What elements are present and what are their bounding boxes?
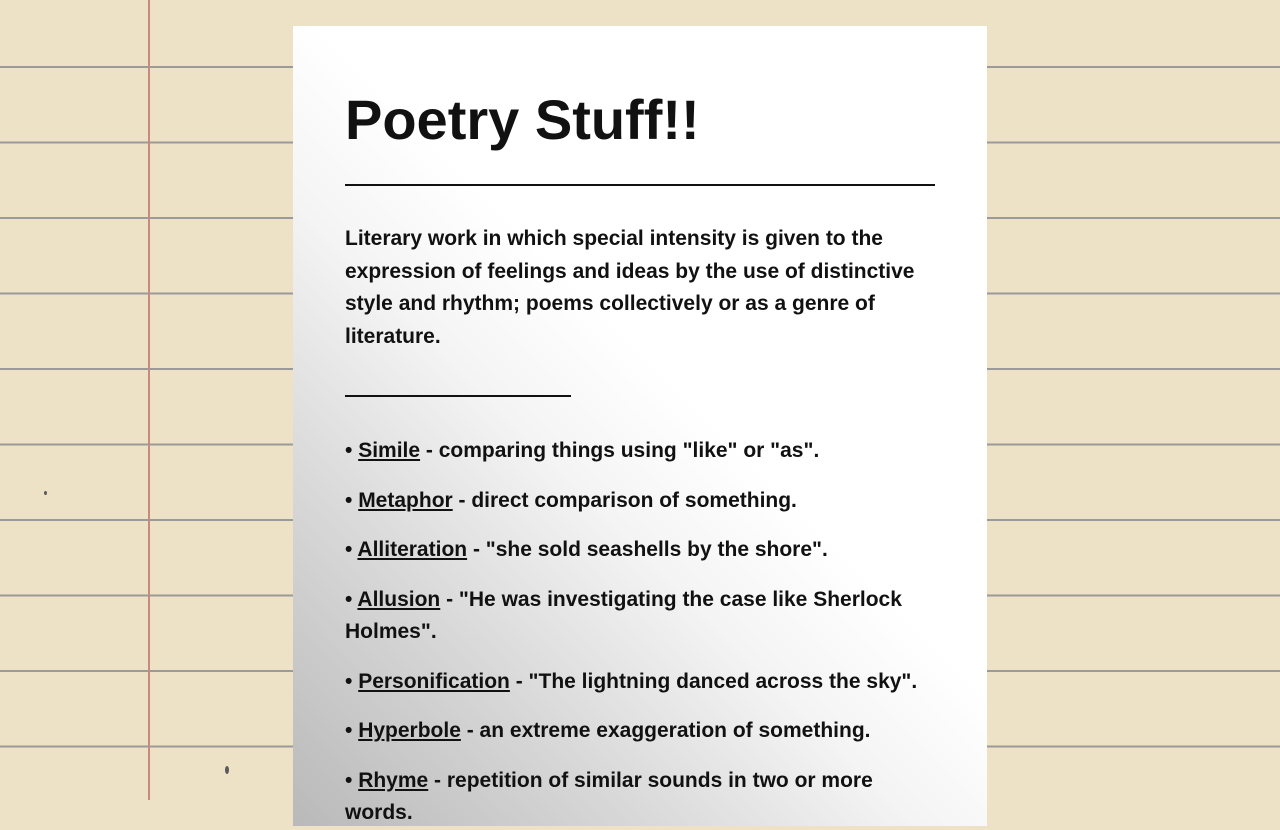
term-description: - comparing things using "like" or "as". <box>420 439 820 462</box>
list-item <box>345 715 935 748</box>
list-item <box>345 584 935 649</box>
bullet: • <box>345 538 358 561</box>
term-link-alliteration[interactable]: Alliteration <box>357 538 468 561</box>
page-title: Poetry Stuff!! <box>345 88 700 151</box>
section-divider <box>345 395 571 397</box>
paper-speck <box>44 491 47 495</box>
terms-list <box>345 435 935 830</box>
term-description: - direct comparison of something. <box>452 488 797 512</box>
term-link-personification[interactable]: Personification <box>358 669 510 693</box>
list-item <box>345 485 935 518</box>
list-item <box>345 435 935 468</box>
list-item <box>345 666 935 699</box>
list-item <box>345 765 935 830</box>
term-description: - "He was investigating the case like Sherlock Holmes". <box>345 587 902 643</box>
bullet: • <box>345 587 358 611</box>
term-link-allusion[interactable]: Allusion <box>357 587 441 611</box>
term-description: - an extreme exaggeration of something. <box>460 719 871 742</box>
bullet: • <box>345 719 359 742</box>
term-link-simile[interactable]: Simile <box>358 439 421 462</box>
intro-paragraph: Literary work in which special intensity is given to the expression of feelings and ideas by the use of distinctive style and rhythm; poems collectively or as a genre of literature. <box>345 227 915 348</box>
bullet: • <box>345 669 359 693</box>
title-divider <box>345 184 935 186</box>
list-item <box>345 534 935 567</box>
term-description: - "she sold seashells by the shore". <box>467 538 828 561</box>
bullet: • <box>345 488 359 512</box>
term-link-metaphor[interactable]: Metaphor <box>358 488 453 512</box>
bullet: • <box>345 768 359 792</box>
content-card <box>293 26 987 826</box>
term-description: - "The lightning danced across the sky". <box>509 669 918 693</box>
term-link-rhyme[interactable]: Rhyme <box>358 768 429 792</box>
notebook-margin-line <box>148 0 150 800</box>
paper-speck <box>225 766 229 774</box>
bullet: • <box>345 439 359 462</box>
term-description: - repetition of similar sounds in two or more words. <box>345 768 873 824</box>
term-link-hyperbole[interactable]: Hyperbole <box>358 719 461 742</box>
